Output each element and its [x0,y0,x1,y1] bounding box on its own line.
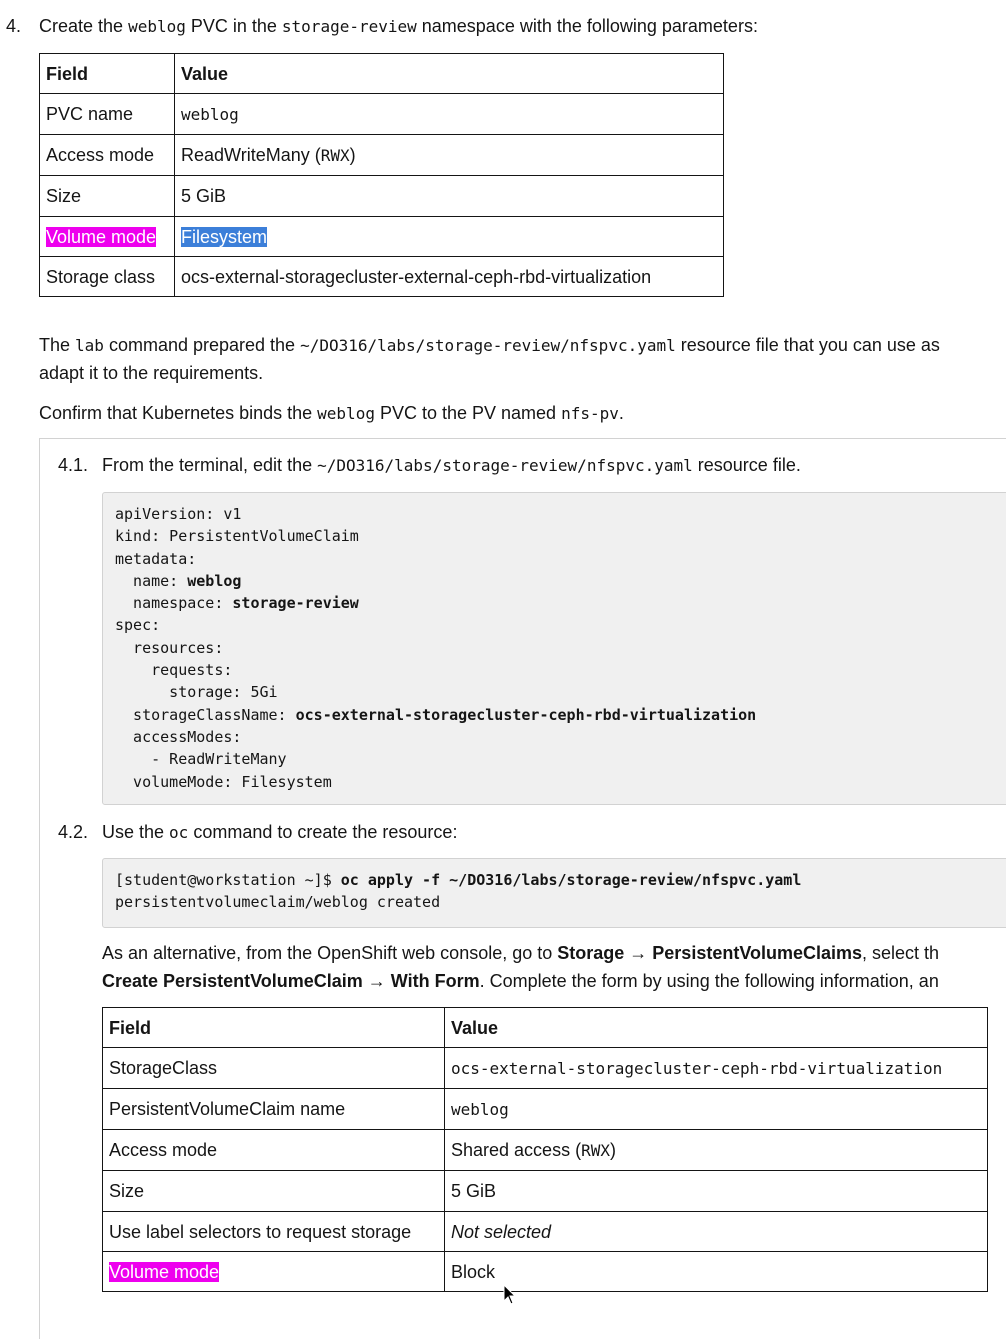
inline-code: ~/DO316/labs/storage-review/nfspvc.yaml [300,336,676,355]
paragraph: As an alternative, from the OpenShift web console, go to Storage → PersistentVolumeClaims, select th [102,943,940,963]
table-row [40,217,724,257]
paragraph-continued: adapt it to the requirements. [39,363,264,383]
table-cell [103,1252,445,1292]
table-cell: Access mode [40,135,175,176]
table-cell: weblog [445,1089,988,1130]
table-cell: PersistentVolumeClaim name [103,1089,445,1130]
table-row [40,176,724,217]
table-cell [40,217,175,257]
shell-output: persistentvolumeclaim/weblog created [115,893,441,912]
highlighted-text: Volume mode [109,1261,220,1282]
step-number: 4. [6,16,22,36]
table-header: Value [445,1008,988,1048]
table-row [103,1089,988,1130]
table-cell: Block [445,1252,988,1292]
table-row [103,1171,988,1212]
inline-code: weblog [317,404,375,423]
table-cell: StorageClass [103,1048,445,1089]
web-console-form-table [102,1007,988,1292]
table-row [40,257,724,297]
shell-prompt: [student@workstation ~]$ [115,871,341,889]
terminal-code-block[interactable] [102,858,1006,928]
table-cell [175,217,724,257]
yaml-code-block[interactable]: apiVersion: v1 kind: PersistentVolumeClaim metadata: name: weblog namespace: storage-review spec: resources: requests: storage: 5Gi storageClassName: ocs-external-storagecluster-ceph-rbd-virtualization accessModes: - ReadWriteMany volumeMode: Filesystem [102,492,1006,805]
inline-code: lab [75,336,104,355]
table-row [103,1048,988,1089]
table-row [103,1212,988,1252]
parameters-table [39,53,724,297]
table-row [40,135,724,176]
inline-code: ~/DO316/labs/storage-review/nfspvc.yaml [317,456,693,475]
table-header: Field [40,54,175,94]
table-cell: ReadWriteMany (RWX) [175,135,724,176]
substep-number: 4.2. [58,822,89,842]
table-header-row [103,1008,988,1048]
table-row [103,1252,988,1292]
table-header: Field [103,1008,445,1048]
table-cell: Shared access (RWX) [445,1130,988,1171]
inline-code: oc [169,823,189,842]
table-row [103,1130,988,1171]
table-row [40,94,724,135]
table-cell: Use label selectors to request storage [103,1212,445,1252]
mouse-pointer-icon [503,1284,517,1306]
substep-text: From the terminal, edit the ~/DO316/labs/storage-review/nfspvc.yaml resource file. [102,455,801,475]
table-cell: 5 GiB [175,176,724,217]
table-header-row [40,54,724,94]
table-cell: ocs-external-storagecluster-external-ceph-rbd-virtualization [175,257,724,297]
substep-text: Use the oc command to create the resource: [102,822,458,842]
table-cell: Size [103,1171,445,1212]
inline-code: storage-review [281,17,417,36]
inline-code: weblog [128,17,186,36]
step-intro: Create the weblog PVC in the storage-review namespace with the following parameters: [39,16,758,36]
table-cell: 5 GiB [445,1171,988,1212]
highlighted-text: Volume mode [46,226,157,247]
substep-number: 4.1. [58,455,89,475]
paragraph-continued: Create PersistentVolumeClaim → With Form. Complete the form by using the following information, an [102,971,939,991]
table-cell: PVC name [40,94,175,135]
table-cell: ocs-external-storagecluster-ceph-rbd-virtualization [445,1048,988,1089]
table-cell: weblog [175,94,724,135]
table-cell: Access mode [103,1130,445,1171]
table-cell: Storage class [40,257,175,297]
paragraph: Confirm that Kubernetes binds the weblog PVC to the PV named nfs-pv. [39,403,624,423]
table-header: Value [175,54,724,94]
selected-text[interactable]: Filesystem [181,226,268,247]
paragraph: The lab command prepared the ~/DO316/labs/storage-review/nfspvc.yaml resource file that you can use as [39,335,940,355]
table-cell: Size [40,176,175,217]
shell-command: oc apply -f ~/DO316/labs/storage-review/nfspvc.yaml [340,871,802,889]
table-cell: Not selected [445,1212,988,1252]
inline-code: nfs-pv [561,404,619,423]
